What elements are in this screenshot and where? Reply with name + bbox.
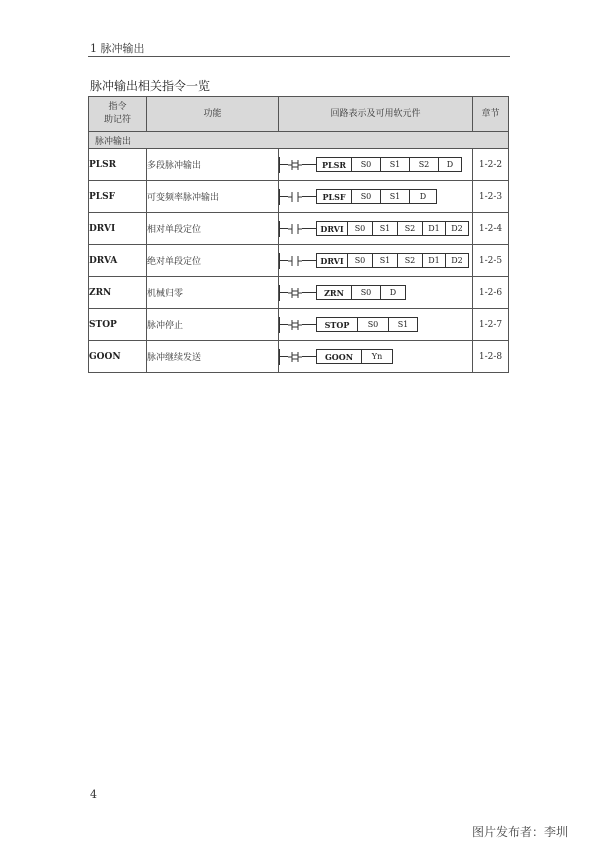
instruction-name: STOP [324,319,350,330]
operand: S2 [397,254,422,267]
instruction-name: DRVI [320,223,344,234]
operand: D [380,286,405,299]
contact [288,191,302,203]
contact [288,159,302,171]
ladder-rung [279,157,472,173]
wire [280,356,288,357]
mnemonic-cell: DRVA [89,245,147,277]
operand: S0 [347,222,372,235]
instruction-name: PLSF [322,191,346,202]
instruction-block [316,221,469,236]
instruction-block [316,253,469,268]
instruction-block [316,317,418,332]
section-title: 脉冲输出相关指令一览 [90,79,211,93]
instruction-block [316,349,393,364]
ladder-rung [279,221,472,237]
wire [302,164,316,165]
section-cell: 1-2-4 [473,213,509,245]
ladder-rung [279,349,472,365]
table-row [89,277,509,309]
ladder-rung [279,253,472,269]
function-cell: 脉冲继续发送 [147,341,279,373]
operand: S1 [380,158,409,171]
operand: S2 [397,222,422,235]
function-cell: 脉冲停止 [147,309,279,341]
table-row [89,341,509,373]
function-cell: 机械归零 [147,277,279,309]
operand: S1 [372,254,397,267]
wire [280,324,288,325]
contact [288,223,302,235]
operand: S0 [351,286,380,299]
edge-contact-icon [288,319,302,331]
section-cell: 1-2-7 [473,309,509,341]
operand: D1 [422,222,445,235]
section-cell: 1-2-8 [473,341,509,373]
wire [302,356,316,357]
operand: S0 [347,254,372,267]
operand: S1 [388,318,417,331]
ladder-diagram-cell [279,277,473,309]
mnemonic-cell: STOP [89,309,147,341]
operand: S0 [357,318,388,331]
section-cell: 1-2-5 [473,245,509,277]
instruction-table [88,96,509,373]
function-cell: 相对单段定位 [147,213,279,245]
mnemonic-cell: GOON [89,341,147,373]
section-cell: 1-2-3 [473,181,509,213]
function-cell: 可变频率脉冲输出 [147,181,279,213]
instruction-name: PLSR [321,159,347,170]
normally-open-contact-icon [288,191,302,203]
edge-contact-icon [288,159,302,171]
group-row [89,132,509,149]
wire [280,164,288,165]
instruction-block [316,285,406,300]
contact [288,351,302,363]
operand: S0 [351,158,380,171]
ladder-diagram-cell [279,341,473,373]
mnemonic-cell: ZRN [89,277,147,309]
wire [280,196,288,197]
header-circuit: 回路表示及可用软元件 [279,97,473,132]
contact [288,319,302,331]
operand: S2 [409,158,438,171]
section-cell: 1-2-6 [473,277,509,309]
edge-contact-icon [288,351,302,363]
ladder-rung [279,317,472,333]
table-row [89,181,509,213]
ladder-diagram-cell [279,309,473,341]
wire [302,228,316,229]
ladder-rung [279,285,472,301]
running-header: 1 脉冲输出 [90,42,145,55]
publisher-watermark: 图片发布者：李圳 [472,825,569,839]
table-row [89,245,509,277]
section-cell: 1-2-2 [473,149,509,181]
ladder-diagram-cell [279,181,473,213]
operand: S0 [351,190,380,203]
instruction-name: GOON [324,351,354,362]
wire [280,292,288,293]
instruction-name: DRVI [320,255,344,266]
operand: D [438,158,461,171]
operand: S1 [372,222,397,235]
header-mnemonic [89,97,147,132]
header-rule [88,56,510,57]
ladder-rung [279,189,472,205]
operand: S1 [380,190,409,203]
mnemonic-cell: DRVI [89,213,147,245]
wire [302,196,316,197]
operand: D1 [422,254,445,267]
header-mnemonic-line: 助记符 [103,115,131,125]
wire [302,292,316,293]
header-section: 章节 [473,97,509,132]
table-header-row [89,97,509,132]
instruction-block [316,157,462,172]
wire [280,260,288,261]
table-row [89,309,509,341]
page-number: 4 [90,788,97,801]
normally-open-contact-icon [288,223,302,235]
wire [280,228,288,229]
edge-contact-icon [288,287,302,299]
operand: Yn [361,350,392,363]
operand: D2 [445,222,468,235]
contact [288,255,302,267]
operand: D2 [445,254,468,267]
mnemonic-cell: PLSF [89,181,147,213]
wire [302,324,316,325]
header-function: 功能 [147,97,279,132]
instruction-name: ZRN [324,287,344,298]
instruction-block [316,189,437,204]
ladder-diagram-cell [279,149,473,181]
table-row [89,149,509,181]
table-row [89,213,509,245]
contact [288,287,302,299]
normally-open-contact-icon [288,255,302,267]
mnemonic-cell: PLSR [89,149,147,181]
group-label: 脉冲输出 [89,132,509,149]
function-cell: 多段脉冲输出 [147,149,279,181]
header-mnemonic-line: 指令 [108,102,127,112]
operand: D [409,190,436,203]
wire [302,260,316,261]
ladder-diagram-cell [279,213,473,245]
ladder-diagram-cell [279,245,473,277]
function-cell: 绝对单段定位 [147,245,279,277]
